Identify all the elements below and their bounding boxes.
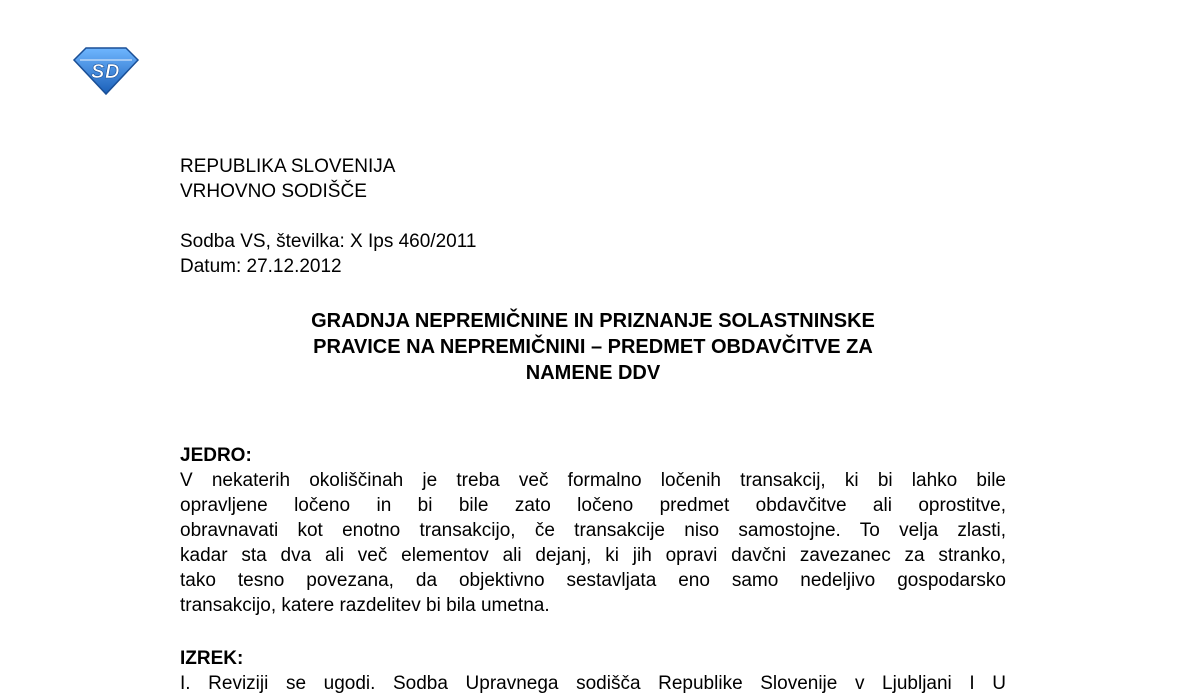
case-number: Sodba VS, številka: X Ips 460/2011 <box>180 231 477 252</box>
court-logo-icon <box>72 46 140 96</box>
svg-text:S: S <box>91 61 105 83</box>
court-line-court: VRHOVNO SODIŠČE <box>180 181 367 202</box>
jedro-line: opravljene ločeno in bi bile zato ločeno predmet obdavčitve ali oprostitve, <box>180 495 1006 516</box>
document-title <box>180 308 1006 386</box>
jedro-line: tako tesno povezana, da objektivno sestavljata eno samo nedeljivo gospodarsko <box>180 570 1006 591</box>
jedro-line: obravnavati kot enotno transakcijo, če transakcije niso samostojne. To velja zlasti, <box>180 520 1006 541</box>
court-line-republic: REPUBLIKA SLOVENIJA <box>180 156 396 177</box>
izrek-text <box>180 671 1006 695</box>
izrek-heading: IZREK: <box>180 648 244 669</box>
title-line: NAMENE DDV <box>525 362 661 384</box>
title-line: PRAVICE NA NEPREMIČNINI – PREDMET OBDAVČITVE ZA <box>313 336 873 358</box>
case-date: Datum: 27.12.2012 <box>180 256 342 277</box>
jedro-line: V nekaterih okoliščinah je treba več formalno ločenih transakcij, ki bi lahko bile <box>180 470 1006 491</box>
title-line: GRADNJA NEPREMIČNINE IN PRIZNANJE SOLASTNINSKE <box>311 310 875 332</box>
izrek-line: I. Reviziji se ugodi. Sodba Upravnega sodišča Republike Slovenije v Ljubljani I U <box>180 673 1006 694</box>
jedro-heading: JEDRO: <box>180 445 252 466</box>
court-name <box>180 154 395 204</box>
case-info <box>180 229 476 279</box>
jedro-text <box>180 468 1006 618</box>
svg-text:D: D <box>105 61 120 83</box>
jedro-line: kadar sta dva ali več elementov ali dejanj, ki jih opravi davčni zavezanec za stranko, <box>180 545 1006 566</box>
jedro-line: transakcijo, katere razdelitev bi bila umetna. <box>180 595 550 616</box>
